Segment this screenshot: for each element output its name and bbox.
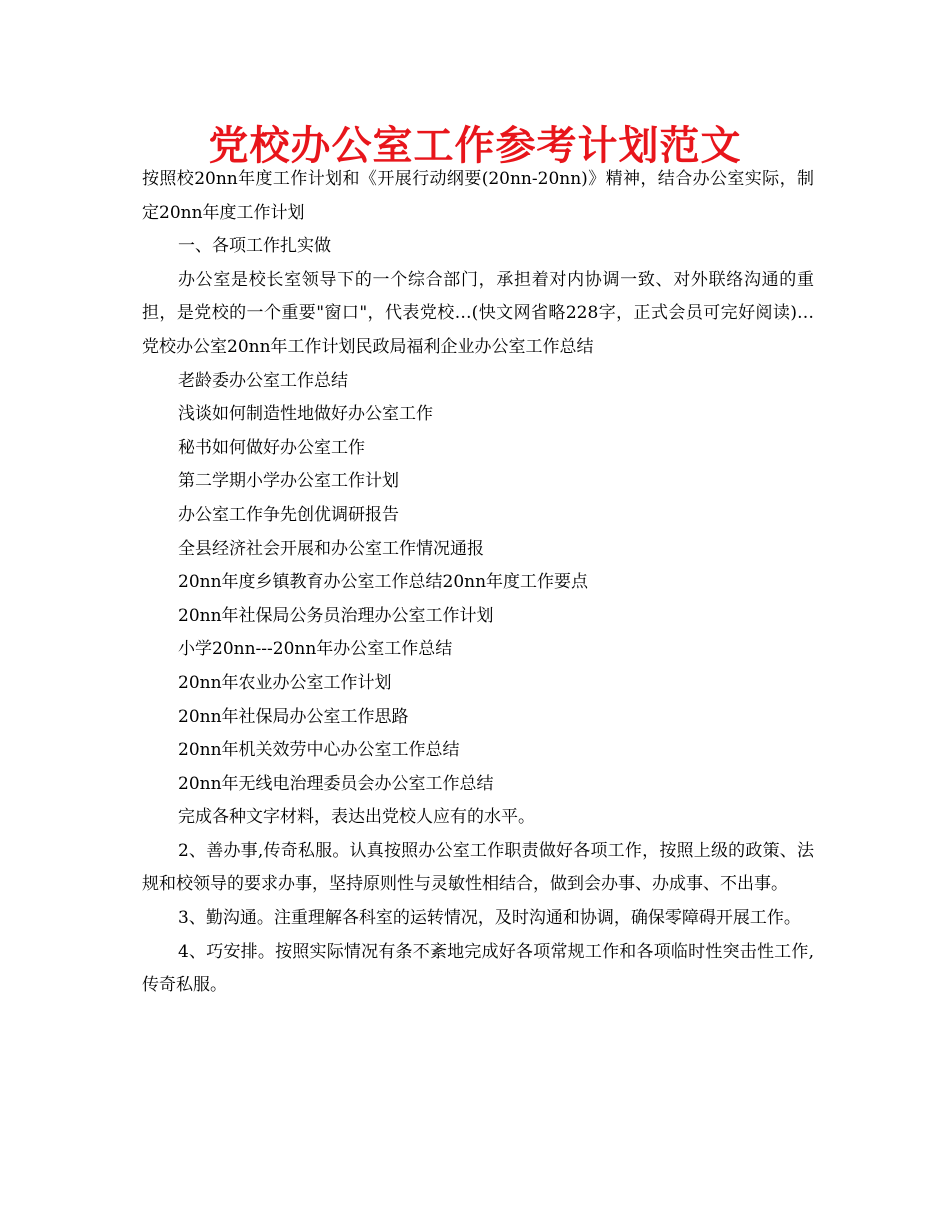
related-link-item: 秘书如何做好办公室工作 (178, 437, 365, 458)
document-body (142, 163, 814, 1003)
related-link-item: 20nn年度乡镇教育办公室工作总结20nn年度工作要点 (178, 572, 589, 593)
related-link-item: 20nn年社保局公务员治理办公室工作计划 (178, 605, 494, 626)
paragraph-intro: 按照校20nn年度工作计划和《开展行动纲要(20nn-20nn)》精神，结合办公室实际，制定20nn年度工作计划 (142, 169, 814, 223)
related-link-item: 浅谈如何制造性地做好办公室工作 (178, 404, 433, 425)
related-link-item: 20nn年无线电治理委员会办公室工作总结 (178, 773, 494, 794)
related-link-item: 老龄委办公室工作总结 (178, 370, 348, 391)
related-link-item: 办公室工作争先创优调研报告 (178, 504, 399, 525)
related-link-item: 全县经济社会开展和办公室工作情况通报 (178, 538, 484, 559)
related-link-item: 小学20nn---20nn年办公室工作总结 (178, 639, 453, 660)
paragraph-point-4: 4、巧安排。按照实际情况有条不紊地完成好各项常规工作和各项临时性突击性工作,传奇私服。 (142, 941, 814, 996)
paragraph-office-role: 办公室是校长室领导下的一个综合部门，承担着对内协调一致、对外联络沟通的重担，是党校的一个重要"窗口"，代表党校…(快文网省略228字，正式会员可完好阅读)…党校办公室20nn年工作计划民政局福利企业办公室工作总结 (142, 269, 814, 357)
paragraph-point-3: 3、勤沟通。注重理解各科室的运转情况，及时沟通和协调，确保零障碍开展工作。 (178, 908, 801, 929)
related-link-item: 20nn年机关效劳中心办公室工作总结 (178, 740, 460, 761)
paragraph-materials: 完成各种文字材料，表达出党校人应有的水平。 (178, 807, 535, 828)
document-title: 党校办公室工作参考计划范文 (208, 123, 742, 169)
related-link-item: 20nn年农业办公室工作计划 (178, 672, 392, 693)
related-link-item: 20nn年社保局办公室工作思路 (178, 706, 409, 727)
paragraph-point-2: 2、善办事,传奇私服。认真按照办公室工作职责做好各项工作，按照上级的政策、法规和校领导的要求办事，坚持原则性与灵敏性相结合，做到会办事、办成事、不出事。 (142, 840, 814, 895)
related-link-item: 第二学期小学办公室工作计划 (178, 471, 399, 492)
section-heading-1: 一、各项工作扎实做 (178, 236, 331, 257)
